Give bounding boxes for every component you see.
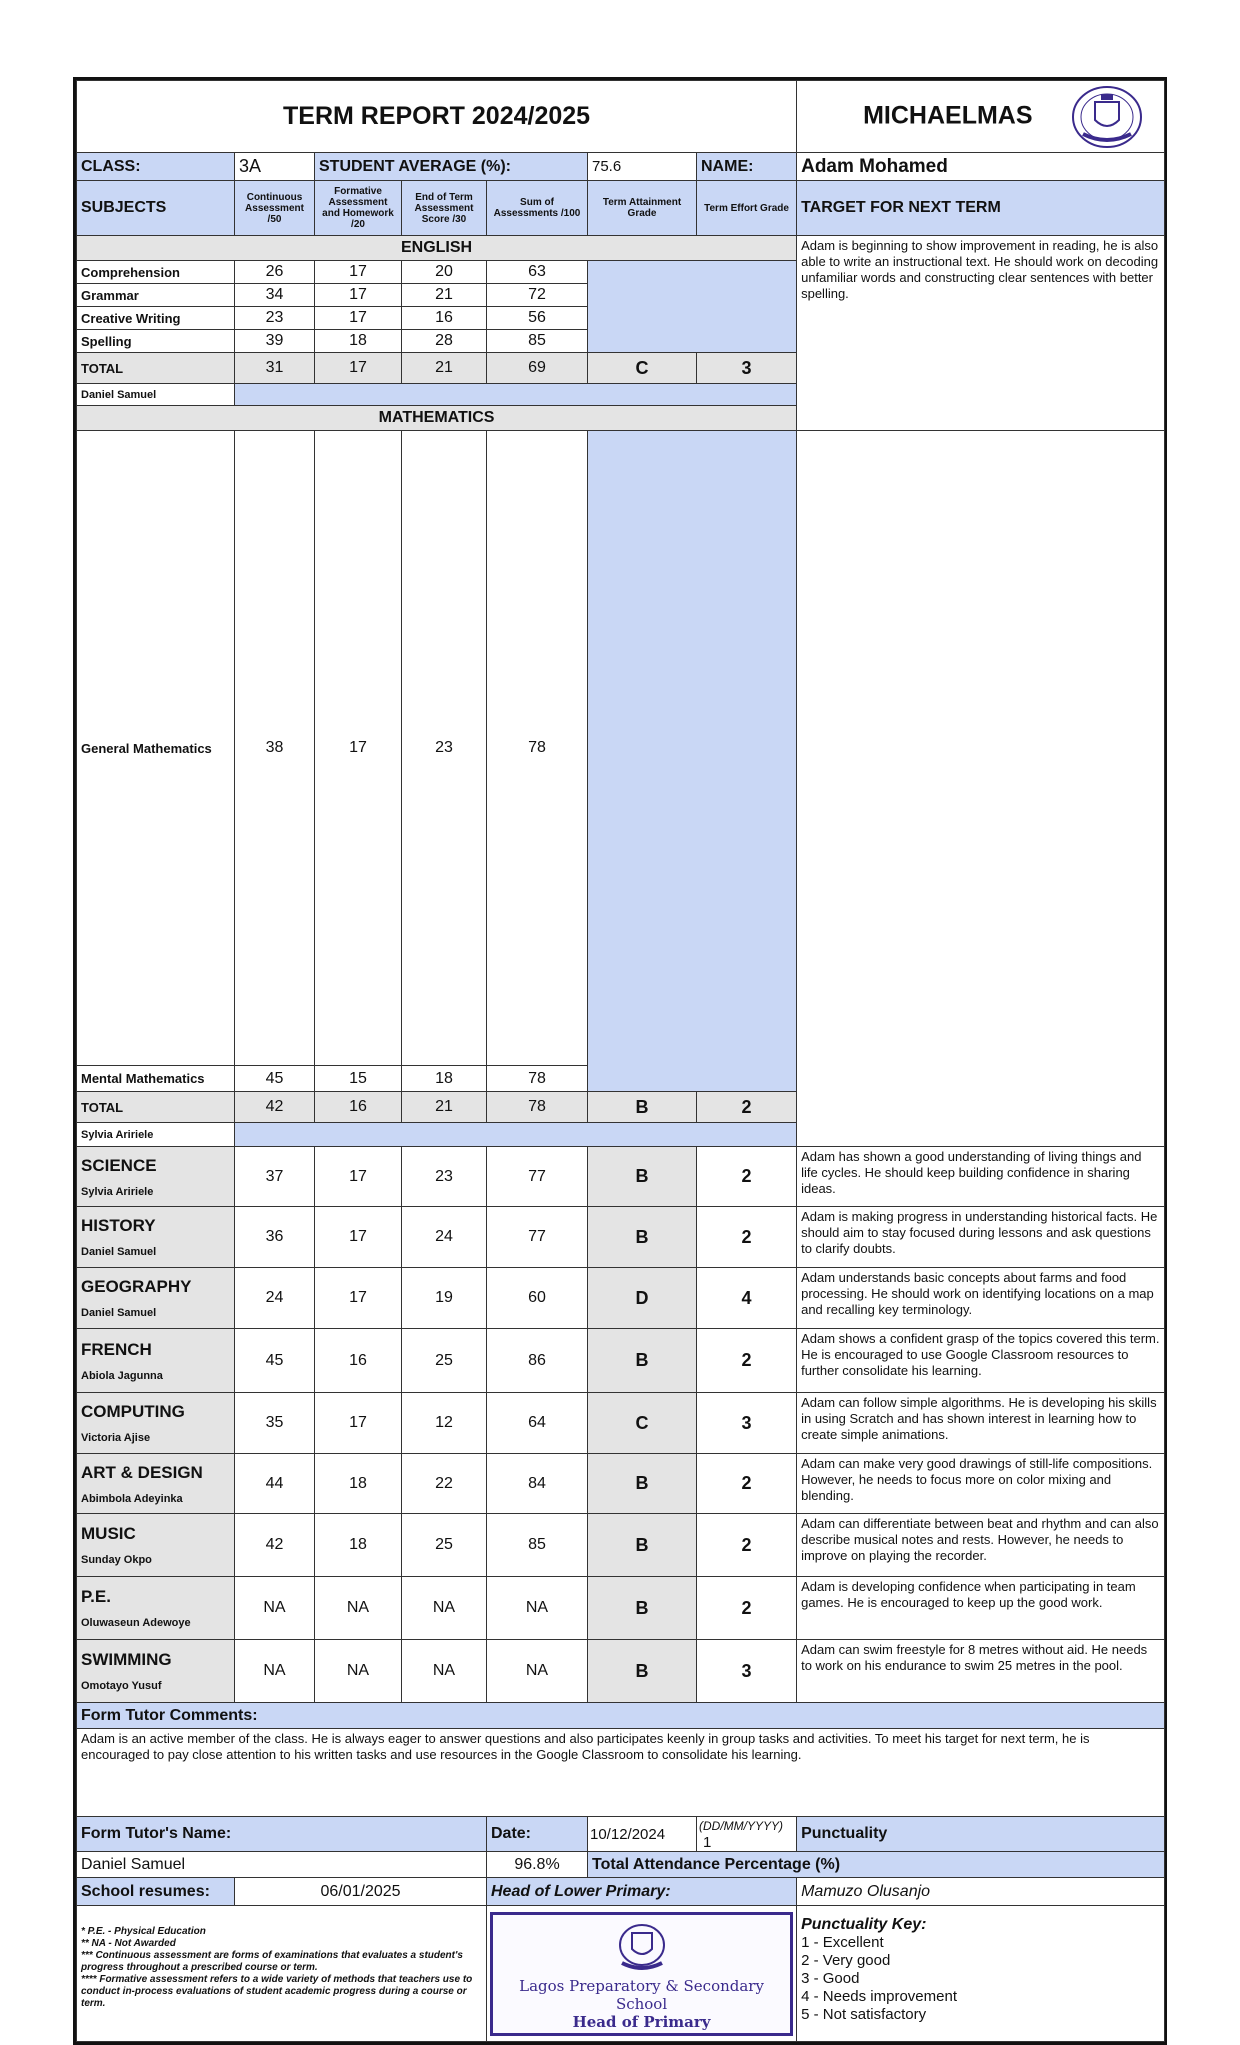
score-fa: NA	[315, 1640, 402, 1703]
punctuality-label: Punctuality	[797, 1817, 1165, 1852]
footnote: ** NA - Not Awarded	[81, 1938, 176, 1949]
subject-target: Adam is making progress in understanding historical facts. He should aim to stay focused during lessons and ask questions to clarify doubts.	[797, 1207, 1165, 1268]
subject-row	[77, 1268, 1165, 1329]
effort-header: Term Effort Grade	[697, 181, 797, 236]
head-value: Mamuzo Olusanjo	[797, 1878, 1165, 1906]
punctuality-key-item: 1 - Excellent	[801, 1934, 884, 1951]
english-grade-blank	[588, 261, 797, 353]
english-heading: ENGLISH	[77, 236, 797, 261]
score-ca: 37	[235, 1147, 315, 1207]
fa-header: Formative Assessment and Homework /20	[315, 181, 402, 236]
score-eot: 12	[402, 1393, 487, 1454]
score-fa: 17	[315, 261, 402, 284]
attainment-grade: B	[588, 1577, 697, 1640]
score-ca: NA	[235, 1640, 315, 1703]
subject-row	[77, 1454, 1165, 1514]
subject-name: GEOGRAPHY	[81, 1277, 192, 1296]
score-sum: 85	[487, 330, 588, 353]
subject-name: ART & DESIGN	[81, 1462, 203, 1482]
class-value: 3A	[235, 153, 315, 181]
score-ca: 45	[235, 1329, 315, 1393]
subject-target: Adam understands basic concepts about farms and food processing. He should work on identifying locations on a map and recalling key terminology.	[797, 1268, 1165, 1329]
subject-teacher: Daniel Samuel	[81, 1307, 157, 1319]
date-label: Date:	[487, 1817, 588, 1852]
subject-name: HISTORY	[81, 1216, 156, 1235]
subject-name: FRENCH	[81, 1339, 152, 1359]
resumes-label: School resumes:	[77, 1878, 235, 1906]
score-ca: 44	[235, 1454, 315, 1514]
score-sum: 60	[487, 1268, 588, 1329]
subject-target: Adam is developing confidence when participating in team games. He is encouraged to keep up the good work.	[797, 1577, 1165, 1640]
score-eot: NA	[402, 1577, 487, 1640]
subject-target: Adam can make very good drawings of still-life compositions. However, he needs to focus more on color mixing and blending.	[797, 1454, 1165, 1514]
effort-grade: 2	[697, 1577, 797, 1640]
subject-row	[77, 1514, 1165, 1577]
footnote: **** Formative assessment refers to a wide variety of methods that teachers use to conduct in-process evaluations of student academic progress during a course or term.	[81, 1974, 473, 2009]
effort-grade: 2	[697, 1092, 797, 1123]
ca-header: Continuous Assessment /50	[235, 181, 315, 236]
english-subject-name: Comprehension	[77, 261, 235, 284]
score-fa: 17	[315, 1393, 402, 1454]
footnote: *** Continuous assessment are forms of examinations that evaluates a student's progress throughout a prescribed course or term.	[81, 1950, 463, 1973]
score-sum: 77	[487, 1147, 588, 1207]
effort-grade: 3	[697, 353, 797, 384]
score-eot: 24	[402, 1207, 487, 1268]
score-fa: 17	[315, 1207, 402, 1268]
score-fa: 18	[315, 1514, 402, 1577]
subject-name: SCIENCE	[81, 1155, 157, 1175]
score-eot: 16	[402, 307, 487, 330]
score-ca: 45	[235, 1066, 315, 1092]
date-format-hint: (DD/MM/YYYY)	[699, 1819, 783, 1833]
punctuality-value: 1	[703, 1834, 712, 1851]
attainment-grade: B	[588, 1092, 697, 1123]
score-sum: NA	[487, 1577, 588, 1640]
effort-grade: 3	[697, 1640, 797, 1703]
tutor-name-label: Form Tutor's Name:	[77, 1817, 487, 1852]
sum-header: Sum of Assessments /100	[487, 181, 588, 236]
attainment-grade: C	[588, 353, 697, 384]
score-ca: 42	[235, 1514, 315, 1577]
maths-subject-name: Mental Mathematics	[77, 1066, 235, 1092]
total-label: TOTAL	[77, 353, 235, 384]
score-ca: 26	[235, 261, 315, 284]
score-eot: 23	[402, 431, 487, 1066]
effort-grade: 2	[697, 1454, 797, 1514]
score-fa: 17	[315, 353, 402, 384]
score-fa: 17	[315, 431, 402, 1066]
attainment-grade: B	[588, 1640, 697, 1703]
score-fa: 16	[315, 1092, 402, 1123]
score-eot: 28	[402, 330, 487, 353]
report-title: TERM REPORT 2024/2025	[77, 81, 797, 153]
attainment-header: Term Attainment Grade	[588, 181, 697, 236]
score-sum: 72	[487, 284, 588, 307]
subject-row	[77, 1207, 1165, 1268]
score-eot: 25	[402, 1514, 487, 1577]
subject-teacher: Omotayo Yusuf	[81, 1680, 162, 1692]
table-row	[77, 431, 1165, 1066]
score-fa: 18	[315, 1454, 402, 1514]
subject-teacher: Sylvia Aririele	[81, 1185, 154, 1198]
student-name: Adam Mohamed	[797, 153, 1165, 181]
score-sum: 69	[487, 353, 588, 384]
score-ca: 38	[235, 431, 315, 1066]
score-sum: 64	[487, 1393, 588, 1454]
score-ca: 42	[235, 1092, 315, 1123]
score-eot: 22	[402, 1454, 487, 1514]
subject-target: Adam can differentiate between beat and rhythm and can also describe musical notes and rests. However, he needs to improve on playing the recorder.	[797, 1514, 1165, 1577]
score-eot: 25	[402, 1329, 487, 1393]
subject-target: Adam has shown a good understanding of living things and life cycles. He should keep building confidence in sharing ideas.	[797, 1147, 1165, 1207]
score-ca: 34	[235, 284, 315, 307]
score-ca: NA	[235, 1577, 315, 1640]
footnotes	[77, 1906, 487, 2042]
score-sum: 86	[487, 1329, 588, 1393]
eot-header: End of Term Assessment Score /30	[402, 181, 487, 236]
punctuality-key-item: 4 - Needs improvement	[801, 1988, 957, 2005]
effort-grade: 4	[697, 1268, 797, 1329]
score-fa: 18	[315, 330, 402, 353]
effort-grade: 2	[697, 1329, 797, 1393]
effort-grade: 2	[697, 1514, 797, 1577]
score-ca: 23	[235, 307, 315, 330]
subject-row	[77, 1640, 1165, 1703]
score-eot: 20	[402, 261, 487, 284]
attainment-grade: B	[588, 1514, 697, 1577]
name-label: NAME:	[697, 153, 797, 181]
english-subject-name: Creative Writing	[77, 307, 235, 330]
attainment-grade: B	[588, 1329, 697, 1393]
english-subject-name: Spelling	[77, 330, 235, 353]
score-fa: 17	[315, 284, 402, 307]
attendance-value: 96.8%	[487, 1852, 588, 1878]
class-label: CLASS:	[77, 153, 235, 181]
footnote: * P.E. - Physical Education	[81, 1926, 206, 1937]
subject-teacher: Abimbola Adeyinka	[81, 1492, 183, 1505]
attainment-grade: B	[588, 1454, 697, 1514]
stamp-role: Head of Primary	[572, 2012, 711, 2031]
score-sum: 63	[487, 261, 588, 284]
score-fa: 16	[315, 1329, 402, 1393]
subjects-header: SUBJECTS	[77, 181, 235, 236]
subject-teacher: Daniel Samuel	[81, 1246, 157, 1258]
score-eot: 21	[402, 1092, 487, 1123]
target-header: TARGET FOR NEXT TERM	[797, 181, 1165, 236]
punctuality-key	[797, 1906, 1165, 2042]
date-value: 10/12/2024	[590, 1825, 666, 1843]
form-tutor-comments-label: Form Tutor Comments:	[77, 1703, 1165, 1729]
subject-teacher: Abiola Jagunna	[81, 1369, 163, 1382]
subject-name: COMPUTING	[81, 1402, 185, 1421]
subject-name: SWIMMING	[81, 1650, 172, 1669]
score-eot: 18	[402, 1066, 487, 1092]
subject-row	[77, 1393, 1165, 1454]
score-fa: 17	[315, 1147, 402, 1207]
punctuality-key-item: 3 - Good	[801, 1970, 860, 1987]
head-label: Head of Lower Primary:	[487, 1878, 797, 1906]
score-ca: 31	[235, 353, 315, 384]
maths-teacher: Sylvia Aririele	[77, 1123, 235, 1147]
spacer-bar	[235, 384, 797, 406]
report-sheet	[73, 77, 1167, 2045]
english-target: Adam is beginning to show improvement in reading, he is also able to write an instructional text. He should work on decoding unfamiliar words and constructing clear sentences with better spelling.	[797, 236, 1165, 431]
punctuality-key-item: 5 - Not satisfactory	[801, 2006, 927, 2023]
term-name: MICHAELMAS	[863, 101, 1033, 130]
subject-row	[77, 1577, 1165, 1640]
score-eot: NA	[402, 1640, 487, 1703]
score-ca: 39	[235, 330, 315, 353]
subject-target: Adam shows a confident grasp of the topics covered this term. He is encouraged to use Google Classroom resources to further consolidate his learning.	[797, 1329, 1165, 1393]
resumes-value: 06/01/2025	[235, 1878, 487, 1906]
attainment-grade: B	[588, 1207, 697, 1268]
head-of-primary-stamp	[490, 1912, 793, 2036]
school-crest-icon	[1069, 84, 1145, 150]
score-sum: 78	[487, 431, 588, 1066]
maths-grade-blank	[588, 431, 797, 1092]
tutor-name-value: Daniel Samuel	[77, 1852, 487, 1878]
score-eot: 23	[402, 1147, 487, 1207]
maths-heading: MATHEMATICS	[77, 406, 797, 431]
score-sum: NA	[487, 1640, 588, 1703]
score-fa: 17	[315, 1268, 402, 1329]
score-fa: NA	[315, 1577, 402, 1640]
form-tutor-comments-text: Adam is an active member of the class. He is always eager to answer questions and also participates keenly in group tasks and activities. To meet his target for next term, he is encouraged to pay close attention to his written tasks and use resources in the Google Classroom to consolidate his learning.	[77, 1729, 1165, 1817]
score-eot: 21	[402, 284, 487, 307]
effort-grade: 2	[697, 1207, 797, 1268]
subject-row	[77, 1329, 1165, 1393]
subject-name: MUSIC	[81, 1524, 136, 1543]
punctuality-key-title: Punctuality Key:	[801, 1916, 927, 1933]
score-ca: 36	[235, 1207, 315, 1268]
attainment-grade: B	[588, 1147, 697, 1207]
score-sum: 84	[487, 1454, 588, 1514]
stamp-school-name: Lagos Preparatory & Secondary School	[519, 1976, 764, 2013]
student-average-value: 75.6	[588, 153, 697, 181]
score-sum: 78	[487, 1066, 588, 1092]
english-subject-name: Grammar	[77, 284, 235, 307]
subject-teacher: Sunday Okpo	[81, 1554, 152, 1566]
spacer-bar	[235, 1123, 797, 1147]
attainment-grade: C	[588, 1393, 697, 1454]
score-eot: 21	[402, 353, 487, 384]
attendance-label: Total Attendance Percentage (%)	[588, 1852, 1165, 1878]
total-label: TOTAL	[77, 1092, 235, 1123]
punctuality-key-item: 2 - Very good	[801, 1952, 891, 1969]
term-cell	[797, 81, 1165, 153]
maths-subject-name: General Mathematics	[77, 431, 235, 1066]
score-fa: 17	[315, 307, 402, 330]
subject-name: P.E.	[81, 1587, 111, 1606]
score-sum: 77	[487, 1207, 588, 1268]
score-ca: 24	[235, 1268, 315, 1329]
score-eot: 19	[402, 1268, 487, 1329]
score-sum: 85	[487, 1514, 588, 1577]
subject-target: Adam can swim freestyle for 8 metres without aid. He needs to work on his endurance to swim 25 metres in the pool.	[797, 1640, 1165, 1703]
maths-total-row	[77, 1092, 1165, 1123]
student-average-label: STUDENT AVERAGE (%):	[315, 153, 588, 181]
english-teacher: Daniel Samuel	[77, 384, 235, 406]
subject-target: Adam can follow simple algorithms. He is developing his skills in using Scratch and has shown interest in learning how to create simple animations.	[797, 1393, 1165, 1454]
subject-teacher: Victoria Ajise	[81, 1432, 151, 1444]
subject-row	[77, 1147, 1165, 1207]
attainment-grade: D	[588, 1268, 697, 1329]
effort-grade: 2	[697, 1147, 797, 1207]
date-format-punct-cell	[697, 1817, 797, 1852]
report-table	[76, 80, 1165, 2042]
score-ca: 35	[235, 1393, 315, 1454]
score-fa: 15	[315, 1066, 402, 1092]
score-sum: 78	[487, 1092, 588, 1123]
score-sum: 56	[487, 307, 588, 330]
effort-grade: 3	[697, 1393, 797, 1454]
school-crest-icon	[612, 1921, 672, 1973]
subject-teacher: Oluwaseun Adewoye	[81, 1617, 191, 1629]
head-stamp-cell	[487, 1906, 797, 2042]
date-cell	[588, 1817, 697, 1852]
